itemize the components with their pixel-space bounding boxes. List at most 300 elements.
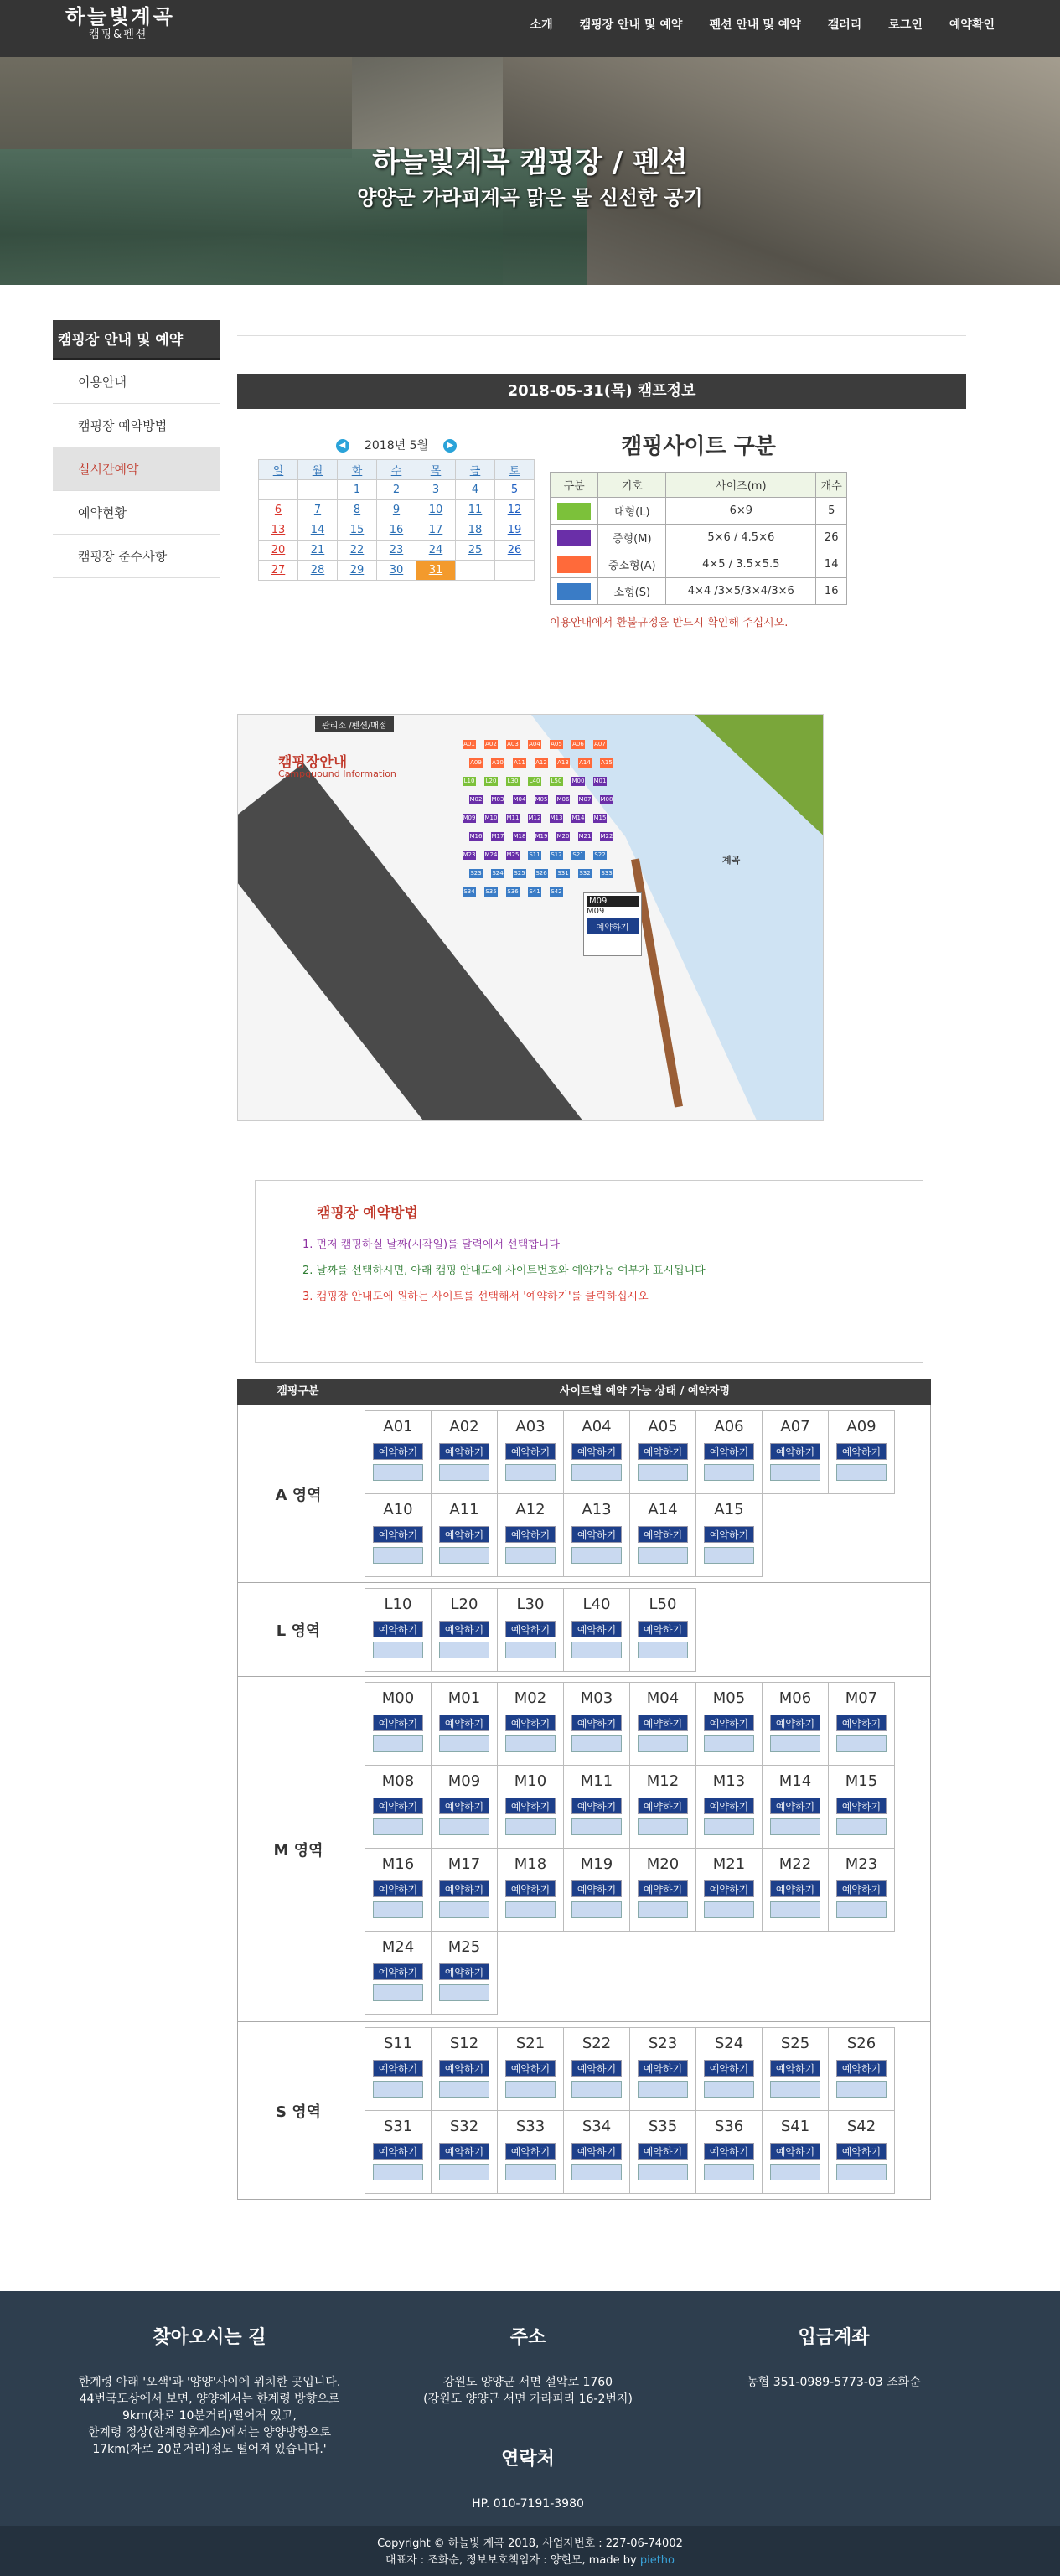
logo-sub: 캠핑&펜션	[89, 28, 148, 41]
calendar-day[interactable]: 28	[298, 561, 338, 581]
map-site-marker[interactable]: M08	[600, 796, 613, 803]
book-button[interactable]: 예약하기	[836, 1880, 887, 1897]
map-site-marker[interactable]: M06	[556, 796, 570, 803]
hero-subtitle: 양양군 가라피계곡 맑은 물 신선한 공기	[357, 186, 703, 209]
sidebar-item-how-to-book[interactable]: 캠핑장 예약방법	[53, 404, 220, 447]
site-cell	[629, 1588, 696, 1672]
map-site-marker[interactable]: A13	[557, 759, 569, 766]
map-site-marker[interactable]: A03	[507, 741, 519, 747]
map-site-marker[interactable]: S26	[535, 870, 547, 877]
footer-account	[695, 2323, 972, 2391]
map-site-marker[interactable]: L50	[551, 778, 562, 784]
book-button[interactable]: 예약하기	[373, 1963, 423, 1980]
booker-name-slot	[439, 1547, 489, 1564]
book-button[interactable]: 예약하기	[439, 1798, 489, 1814]
book-button[interactable]: 예약하기	[505, 1621, 556, 1637]
map-site-marker[interactable]: A05	[551, 741, 562, 747]
book-button[interactable]: 예약하기	[571, 1443, 622, 1460]
nav-gallery[interactable]: 갤러리	[827, 18, 862, 32]
site-cell	[365, 1410, 432, 1494]
map-site-marker[interactable]: M02	[469, 796, 483, 803]
calendar-day[interactable]: 20	[259, 541, 298, 561]
site-number: S25	[780, 2035, 810, 2052]
map-site-marker[interactable]: L20	[485, 778, 497, 784]
book-button[interactable]: 예약하기	[571, 1880, 622, 1897]
book-button[interactable]: 예약하기	[571, 1526, 622, 1543]
site-cell	[497, 1493, 564, 1577]
sidebar-item-guide[interactable]: 이용안내	[53, 360, 220, 404]
booker-name-slot	[836, 2081, 887, 2098]
map-site-marker[interactable]: S41	[529, 888, 540, 895]
map-site-marker[interactable]: A02	[485, 741, 497, 747]
legend-table	[550, 472, 847, 605]
book-button[interactable]: 예약하기	[836, 1798, 887, 1814]
site-cell	[365, 1493, 432, 1577]
footer-directions-line: 44번국도상에서 보면, 양양에서는 한계령 방향으로	[79, 2392, 340, 2406]
how-to-title: 캠핑장 예약방법	[317, 1205, 418, 1222]
booker-name-slot	[836, 2164, 887, 2180]
site-number: S23	[648, 2035, 678, 2052]
book-button[interactable]: 예약하기	[373, 2143, 423, 2160]
book-button[interactable]: 예약하기	[638, 1621, 688, 1637]
site-number: A12	[515, 1501, 546, 1518]
book-button[interactable]: 예약하기	[638, 2060, 688, 2077]
map-site-marker[interactable]: M04	[513, 796, 526, 803]
nav-camping[interactable]: 캠핑장 안내 및 예약	[579, 18, 683, 32]
map-site-marker[interactable]: A14	[579, 759, 591, 766]
map-site-marker[interactable]: S25	[514, 870, 525, 877]
reservation-col-zone: 캠핑구분	[277, 1385, 319, 1398]
site-number: A01	[383, 1418, 413, 1435]
book-button[interactable]: 예약하기	[770, 1715, 820, 1731]
site-logo[interactable]	[65, 5, 175, 42]
book-button[interactable]: 예약하기	[373, 2060, 423, 2077]
main-nav	[530, 0, 995, 49]
site-cell	[695, 1682, 763, 1766]
calendar-day[interactable]: 24	[416, 541, 456, 561]
site-cell	[365, 1682, 432, 1766]
book-button[interactable]: 예약하기	[770, 2060, 820, 2077]
booker-name-slot	[770, 2081, 820, 2098]
book-button[interactable]: 예약하기	[704, 1526, 754, 1543]
legend-header-cell: 개수	[816, 473, 847, 498]
site-cell	[365, 1931, 432, 2015]
footer-directions-line: 9km(차로 10분거리)떨어져 있고,	[122, 2409, 297, 2423]
site-number: M11	[580, 1772, 613, 1790]
made-by-link[interactable]: pietho	[639, 2554, 675, 2567]
book-button[interactable]: 예약하기	[704, 1880, 754, 1897]
book-button[interactable]: 예약하기	[505, 1880, 556, 1897]
site-number: M07	[845, 1689, 878, 1707]
calendar-day[interactable]: 23	[377, 541, 416, 561]
next-month-icon[interactable]: ▶	[443, 439, 457, 453]
book-button[interactable]: 예약하기	[638, 1798, 688, 1814]
copyright-line-2	[0, 2553, 1060, 2569]
calendar-day[interactable]: 25	[456, 541, 495, 561]
book-button[interactable]: 예약하기	[836, 1443, 887, 1460]
book-button[interactable]: 예약하기	[770, 1443, 820, 1460]
book-button[interactable]: 예약하기	[505, 1443, 556, 1460]
legend-size: 4×5 / 3.5×5.5	[666, 551, 816, 578]
calendar-day[interactable]: 2	[377, 480, 416, 500]
legend-row	[551, 498, 847, 525]
calendar-day[interactable]: 8	[338, 500, 377, 520]
map-site-marker[interactable]: L40	[529, 778, 540, 784]
site-cell	[762, 1765, 829, 1849]
booker-name-slot	[373, 2164, 423, 2180]
map-site-marker[interactable]: M09	[463, 815, 476, 821]
booker-name-slot	[439, 1464, 489, 1481]
map-site-marker[interactable]: M18	[513, 833, 526, 840]
legend-count: 14	[816, 551, 847, 578]
site-cell	[695, 1765, 763, 1849]
booker-name-slot	[836, 1735, 887, 1752]
book-button[interactable]: 예약하기	[836, 1715, 887, 1731]
calendar-day[interactable]: 19	[495, 520, 535, 541]
footer-directions-line: 한계령 아래 '오색'과 '양양'사이에 위치한 곳입니다.	[78, 2376, 341, 2389]
sidebar-item-realtime[interactable]: 실시간예약	[53, 447, 220, 491]
sidebar-item-status[interactable]: 예약현황	[53, 491, 220, 535]
book-button[interactable]: 예약하기	[638, 1526, 688, 1543]
nav-intro[interactable]: 소개	[530, 18, 553, 32]
nav-booking-check[interactable]: 예약확인	[949, 18, 995, 32]
legend-count: 5	[816, 498, 847, 525]
calendar-day[interactable]: 22	[338, 541, 377, 561]
book-button[interactable]: 예약하기	[373, 1715, 423, 1731]
book-button[interactable]: 예약하기	[638, 1715, 688, 1731]
legend-size: 4×4 /3×5/3×4/3×6	[666, 578, 816, 605]
map-site-marker[interactable]: S24	[492, 870, 504, 877]
map-site-marker[interactable]: M01	[593, 778, 607, 784]
map-site-marker[interactable]: M24	[484, 851, 498, 858]
site-number: M10	[514, 1772, 547, 1790]
book-button[interactable]: 예약하기	[439, 2143, 489, 2160]
calendar-day[interactable]: 15	[338, 520, 377, 541]
booker-name-slot	[704, 2081, 754, 2098]
how-to-book	[255, 1180, 923, 1363]
map-site-marker[interactable]: A07	[594, 741, 606, 747]
sidebar-title: 캠핑장 안내 및 예약	[53, 320, 220, 360]
book-button[interactable]: 예약하기	[704, 1715, 754, 1731]
map-site-marker[interactable]: S34	[463, 888, 475, 895]
booker-name-slot	[439, 1984, 489, 2001]
booker-name-slot	[439, 2081, 489, 2098]
book-button[interactable]: 예약하기	[836, 2143, 887, 2160]
map-site-marker[interactable]: L10	[463, 778, 475, 784]
site-number: M08	[381, 1772, 415, 1790]
booker-name-slot	[439, 1901, 489, 1918]
book-button[interactable]: 예약하기	[638, 1880, 688, 1897]
legend-size: 5×6 / 4.5×6	[666, 525, 816, 551]
zone-row	[237, 2022, 931, 2200]
calendar-day[interactable]: 17	[416, 520, 456, 541]
booker-name-slot	[505, 1901, 556, 1918]
map-site-marker[interactable]: M20	[556, 833, 570, 840]
reservation-header	[237, 1379, 931, 1405]
book-button[interactable]: 예약하기	[439, 1715, 489, 1731]
book-button[interactable]: 예약하기	[505, 1526, 556, 1543]
map-site-marker[interactable]: A01	[463, 741, 475, 747]
site-cell	[365, 2110, 432, 2194]
site-cell	[497, 1588, 564, 1672]
zone-row	[237, 1405, 931, 1583]
booker-name-slot	[505, 1547, 556, 1564]
popup-book-button[interactable]: 예약하기	[587, 918, 639, 934]
calendar-day[interactable]: 9	[377, 500, 416, 520]
calendar-empty-cell	[495, 561, 535, 581]
calendar-weekday: 목	[416, 460, 456, 480]
nav-login[interactable]: 로그인	[888, 18, 923, 32]
book-button[interactable]: 예약하기	[571, 1798, 622, 1814]
booker-name-slot	[571, 1547, 622, 1564]
site-cell	[762, 2027, 829, 2111]
map-site-marker[interactable]: M15	[593, 815, 607, 821]
calendar-day[interactable]: 27	[259, 561, 298, 581]
book-button[interactable]: 예약하기	[571, 2060, 622, 2077]
map-site-marker[interactable]: M10	[484, 815, 498, 821]
map-site-marker[interactable]: M03	[491, 796, 504, 803]
book-button[interactable]: 예약하기	[505, 2060, 556, 2077]
booker-name-slot	[373, 1464, 423, 1481]
calendar-day[interactable]: 13	[259, 520, 298, 541]
book-button[interactable]: 예약하기	[770, 1880, 820, 1897]
map-site-marker[interactable]: S35	[485, 888, 497, 895]
book-button[interactable]: 예약하기	[571, 1715, 622, 1731]
site-number: A04	[582, 1418, 612, 1435]
map-site-marker[interactable]: M17	[491, 833, 504, 840]
map-site-marker[interactable]: M00	[571, 778, 585, 784]
calendar-day[interactable]: 26	[495, 541, 535, 561]
calendar-month-label: 2018년 5월	[364, 439, 429, 453]
map-site-marker[interactable]: S21	[572, 851, 584, 858]
map-site-marker[interactable]: A06	[572, 741, 584, 747]
hero-banner	[0, 57, 1060, 285]
calendar-week	[259, 520, 535, 541]
site-cell	[563, 1410, 630, 1494]
booker-name-slot	[505, 1818, 556, 1835]
site-footer	[0, 2291, 1060, 2526]
booker-name-slot	[571, 1464, 622, 1481]
site-cell	[695, 1493, 763, 1577]
calendar-day[interactable]: 6	[259, 500, 298, 520]
footer-contact-line: HP. 010-7191-3980	[472, 2497, 584, 2511]
site-cell	[629, 1682, 696, 1766]
site-cell	[695, 2027, 763, 2111]
site-cell	[762, 1848, 829, 1932]
book-button[interactable]: 예약하기	[836, 2060, 887, 2077]
map-site-marker[interactable]: A15	[601, 759, 613, 766]
zone-label: S 영역	[238, 2022, 359, 2199]
book-button[interactable]: 예약하기	[638, 1443, 688, 1460]
booker-name-slot	[373, 1642, 423, 1658]
calendar-day[interactable]: 21	[298, 541, 338, 561]
map-site-marker[interactable]: M22	[600, 833, 613, 840]
map-site-marker[interactable]: S11	[529, 851, 540, 858]
footer-address	[377, 2323, 679, 2512]
site-cell	[497, 1410, 564, 1494]
booker-name-slot	[770, 1735, 820, 1752]
book-button[interactable]: 예약하기	[704, 2060, 754, 2077]
map-site-marker[interactable]: S31	[557, 870, 569, 877]
site-number: M21	[712, 1855, 746, 1873]
reservation-col-sites: 사이트별 예약 가능 상태 / 예약자명	[559, 1385, 731, 1398]
site-legend	[550, 429, 847, 629]
legend-header-row	[551, 473, 847, 498]
book-button[interactable]: 예약하기	[704, 2143, 754, 2160]
footer-contact-title: 연락처	[501, 2449, 555, 2470]
calendar-empty-cell	[456, 561, 495, 581]
booker-name-slot	[836, 1818, 887, 1835]
map-site-marker[interactable]: A09	[470, 759, 482, 766]
book-button[interactable]: 예약하기	[638, 2143, 688, 2160]
book-button[interactable]: 예약하기	[439, 2060, 489, 2077]
map-site-marker[interactable]: S33	[601, 870, 613, 877]
map-site-marker[interactable]: S12	[551, 851, 562, 858]
map-site-marker[interactable]: S23	[470, 870, 482, 877]
booker-name-slot	[770, 1464, 820, 1481]
map-site-marker[interactable]: S22	[594, 851, 606, 858]
book-button[interactable]: 예약하기	[373, 1443, 423, 1460]
map-site-marker[interactable]: M07	[578, 796, 592, 803]
calendar-week	[259, 480, 535, 500]
map-site-marker[interactable]: M19	[535, 833, 548, 840]
site-number: S31	[383, 2118, 413, 2135]
sidebar-item-rules[interactable]: 캠핑장 준수사항	[53, 535, 220, 578]
site-cell	[762, 2110, 829, 2194]
site-number: A05	[648, 1418, 678, 1435]
book-button[interactable]: 예약하기	[439, 1621, 489, 1637]
map-site-marker[interactable]: M14	[571, 815, 585, 821]
calendar-weekday: 일	[259, 460, 298, 480]
book-button[interactable]: 예약하기	[505, 1715, 556, 1731]
site-cell	[365, 2027, 432, 2111]
calendar-weekday-row	[259, 460, 535, 480]
calendar-day[interactable]: 30	[377, 561, 416, 581]
booker-name-slot	[373, 1735, 423, 1752]
site-number: A09	[846, 1418, 876, 1435]
book-button[interactable]: 예약하기	[571, 1621, 622, 1637]
map-site-marker[interactable]: A04	[529, 741, 540, 747]
site-cell	[365, 1848, 432, 1932]
book-button[interactable]: 예약하기	[770, 2143, 820, 2160]
site-cell	[762, 1410, 829, 1494]
site-header	[0, 0, 1060, 57]
site-cell	[563, 1493, 630, 1577]
legend-color-swatch	[557, 583, 591, 600]
map-site-marker[interactable]: M05	[535, 796, 548, 803]
booker-name-slot	[373, 2081, 423, 2098]
map-site-marker[interactable]: S42	[551, 888, 562, 895]
book-button[interactable]: 예약하기	[373, 1621, 423, 1637]
legend-note: 이용안내에서 환불규정을 반드시 확인해 주십시오.	[550, 617, 789, 629]
map-site-popup	[583, 892, 642, 956]
calendar-day[interactable]: 31	[416, 561, 456, 581]
popup-name: M09	[587, 907, 605, 916]
book-button[interactable]: 예약하기	[704, 1798, 754, 1814]
map-site-marker[interactable]: M13	[550, 815, 563, 821]
map-subtitle: Campguound Information	[278, 768, 396, 779]
map-site-marker[interactable]: M12	[528, 815, 541, 821]
map-site-marker[interactable]: M11	[506, 815, 520, 821]
site-number: M18	[514, 1855, 547, 1873]
site-number: M01	[447, 1689, 481, 1707]
map-site-marker[interactable]: A12	[535, 759, 547, 766]
calendar-day[interactable]: 16	[377, 520, 416, 541]
site-cell	[497, 2027, 564, 2111]
site-cell	[695, 1410, 763, 1494]
site-cell	[762, 1682, 829, 1766]
calendar-day[interactable]: 1	[338, 480, 377, 500]
book-button[interactable]: 예약하기	[373, 1880, 423, 1897]
prev-month-icon[interactable]: ◀	[336, 439, 349, 453]
calendar-weekday: 화	[338, 460, 377, 480]
booker-name-slot	[704, 1464, 754, 1481]
calendar-day[interactable]: 11	[456, 500, 495, 520]
calendar-day[interactable]: 10	[416, 500, 456, 520]
map-site-marker[interactable]: M25	[506, 851, 520, 858]
site-cell	[431, 1765, 498, 1849]
legend-row	[551, 551, 847, 578]
site-number: S21	[515, 2035, 546, 2052]
map-site-marker[interactable]: A11	[514, 759, 525, 766]
site-number: M09	[447, 1772, 481, 1790]
legend-size: 6×9	[666, 498, 816, 525]
book-button[interactable]: 예약하기	[439, 1443, 489, 1460]
site-number: M14	[778, 1772, 812, 1790]
site-number: M13	[712, 1772, 746, 1790]
calendar-day[interactable]: 4	[456, 480, 495, 500]
site-cell	[563, 1588, 630, 1672]
legend-swatch-cell	[551, 551, 598, 578]
book-button[interactable]: 예약하기	[439, 1963, 489, 1980]
booker-name-slot	[638, 2164, 688, 2180]
book-button[interactable]: 예약하기	[505, 2143, 556, 2160]
site-number: S26	[846, 2035, 876, 2052]
book-button[interactable]: 예약하기	[704, 1443, 754, 1460]
book-button[interactable]: 예약하기	[373, 1798, 423, 1814]
calendar-day[interactable]: 12	[495, 500, 535, 520]
book-button[interactable]: 예약하기	[505, 1798, 556, 1814]
site-cell	[365, 1588, 432, 1672]
book-button[interactable]: 예약하기	[770, 1798, 820, 1814]
book-button[interactable]: 예약하기	[439, 1880, 489, 1897]
sidebar	[53, 320, 220, 578]
site-cell	[828, 2110, 895, 2194]
book-button[interactable]: 예약하기	[571, 2143, 622, 2160]
calendar-day[interactable]: 18	[456, 520, 495, 541]
calendar-day[interactable]: 29	[338, 561, 377, 581]
calendar-day[interactable]: 7	[298, 500, 338, 520]
nav-pension[interactable]: 펜션 안내 및 예약	[709, 18, 801, 32]
map-site-marker[interactable]: S36	[507, 888, 519, 895]
map-site-marker[interactable]: M21	[578, 833, 592, 840]
book-button[interactable]: 예약하기	[439, 1526, 489, 1543]
calendar-day[interactable]: 14	[298, 520, 338, 541]
map-site-marker[interactable]: M23	[463, 851, 476, 858]
map-site-marker[interactable]: A10	[492, 759, 504, 766]
map-site-marker[interactable]: M16	[469, 833, 483, 840]
book-button[interactable]: 예약하기	[373, 1526, 423, 1543]
calendar-day[interactable]: 5	[495, 480, 535, 500]
legend-label: 대형(L)	[598, 498, 666, 525]
logo-main: 하늘빛계곡	[65, 4, 175, 28]
calendar-weekday: 토	[495, 460, 535, 480]
footer-directions-line: 한계령 정상(한계령휴게소)에서는 양양방향으로	[87, 2426, 332, 2439]
campsite-map	[237, 714, 824, 1121]
map-site-marker[interactable]: L30	[507, 778, 519, 784]
map-site-marker[interactable]: S32	[579, 870, 591, 877]
calendar-day[interactable]: 3	[416, 480, 456, 500]
